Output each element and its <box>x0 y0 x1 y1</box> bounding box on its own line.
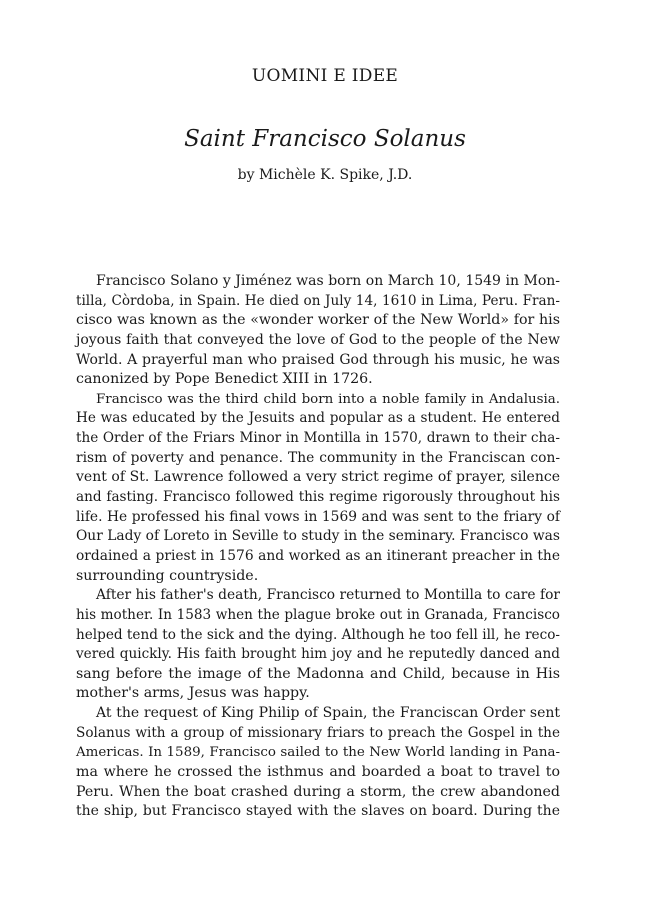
text-line: Solanus with a group of missionary friars to preach the Gospel in the <box>76 724 560 741</box>
text-line: his mother. In 1583 when the plague broke out in Granada, Francisco <box>76 606 560 623</box>
text-line: He was educated by the Jesuits and popular as a student. He entered <box>76 410 560 427</box>
text-line: mother's arms, Jesus was happy. <box>76 685 310 702</box>
text-line: helped tend to the sick and the dying. Although he too fell ill, he reco- <box>76 626 560 643</box>
text-line: life. He professed his final vows in 1569 and was sent to the friary of <box>76 508 560 525</box>
text-line: Americas. In 1589, Francisco sailed to the New World landing in Pana- <box>76 745 560 761</box>
text-line: joyous faith that conveyed the love of God to the people of the New <box>76 331 560 348</box>
text-line: ordained a priest in 1576 and worked as an itinerant preacher in the <box>76 547 560 564</box>
text-line: Peru. When the boat crashed during a storm, the crew abandoned <box>76 783 560 800</box>
article-title: Saint Francisco Solanus <box>184 126 466 152</box>
text-line: the ship, but Francisco stayed with the slaves on board. During the <box>76 803 560 820</box>
text-line: the Order of the Friars Minor in Montilla in 1570, drawn to their cha- <box>76 430 560 447</box>
text-line: Francisco Solano y Jiménez was born on March 10, 1549 in Mon- <box>96 273 560 289</box>
text-line: vered quickly. His faith brought him joy and he reputedly danced and <box>76 646 560 663</box>
article-body <box>76 272 560 822</box>
byline: by Michèle K. Spike, J.D. <box>237 167 413 183</box>
text-line: At the request of King Philip of Spain, the Franciscan Order sent <box>96 705 560 722</box>
text-line: and fasting. Francisco followed this regime rigorously throughout his <box>76 489 560 506</box>
text-line: World. A prayerful man who praised God through his music, he was <box>76 351 560 368</box>
text-line: canonized by Pope Benedict XIII in 1726. <box>76 371 373 388</box>
text-line: surrounding countryside. <box>76 567 259 584</box>
text-line: tilla, Còrdoba, in Spain. He died on July 14, 1610 in Lima, Peru. Fran- <box>76 292 560 309</box>
text-line: After his father's death, Francisco returned to Montilla to care for <box>96 587 560 604</box>
text-line: ma where he crossed the isthmus and boarded a boat to travel to <box>76 764 560 781</box>
text-line: vent of St. Lawrence followed a very strict regime of prayer, silence <box>76 469 560 486</box>
text-line: cisco was known as the «wonder worker of the New World» for his <box>76 312 560 329</box>
text-line: Our Lady of Loreto in Seville to study in the seminary. Francisco was <box>76 528 560 545</box>
text-line: rism of poverty and penance. The community in the Franciscan con- <box>76 449 560 466</box>
text-line: sang before the image of the Madonna and Child, because in His <box>76 665 560 682</box>
text-line: Francisco was the third child born into a noble family in Andalusia. <box>96 391 560 407</box>
section-heading: UOMINI E IDEE <box>251 66 399 86</box>
